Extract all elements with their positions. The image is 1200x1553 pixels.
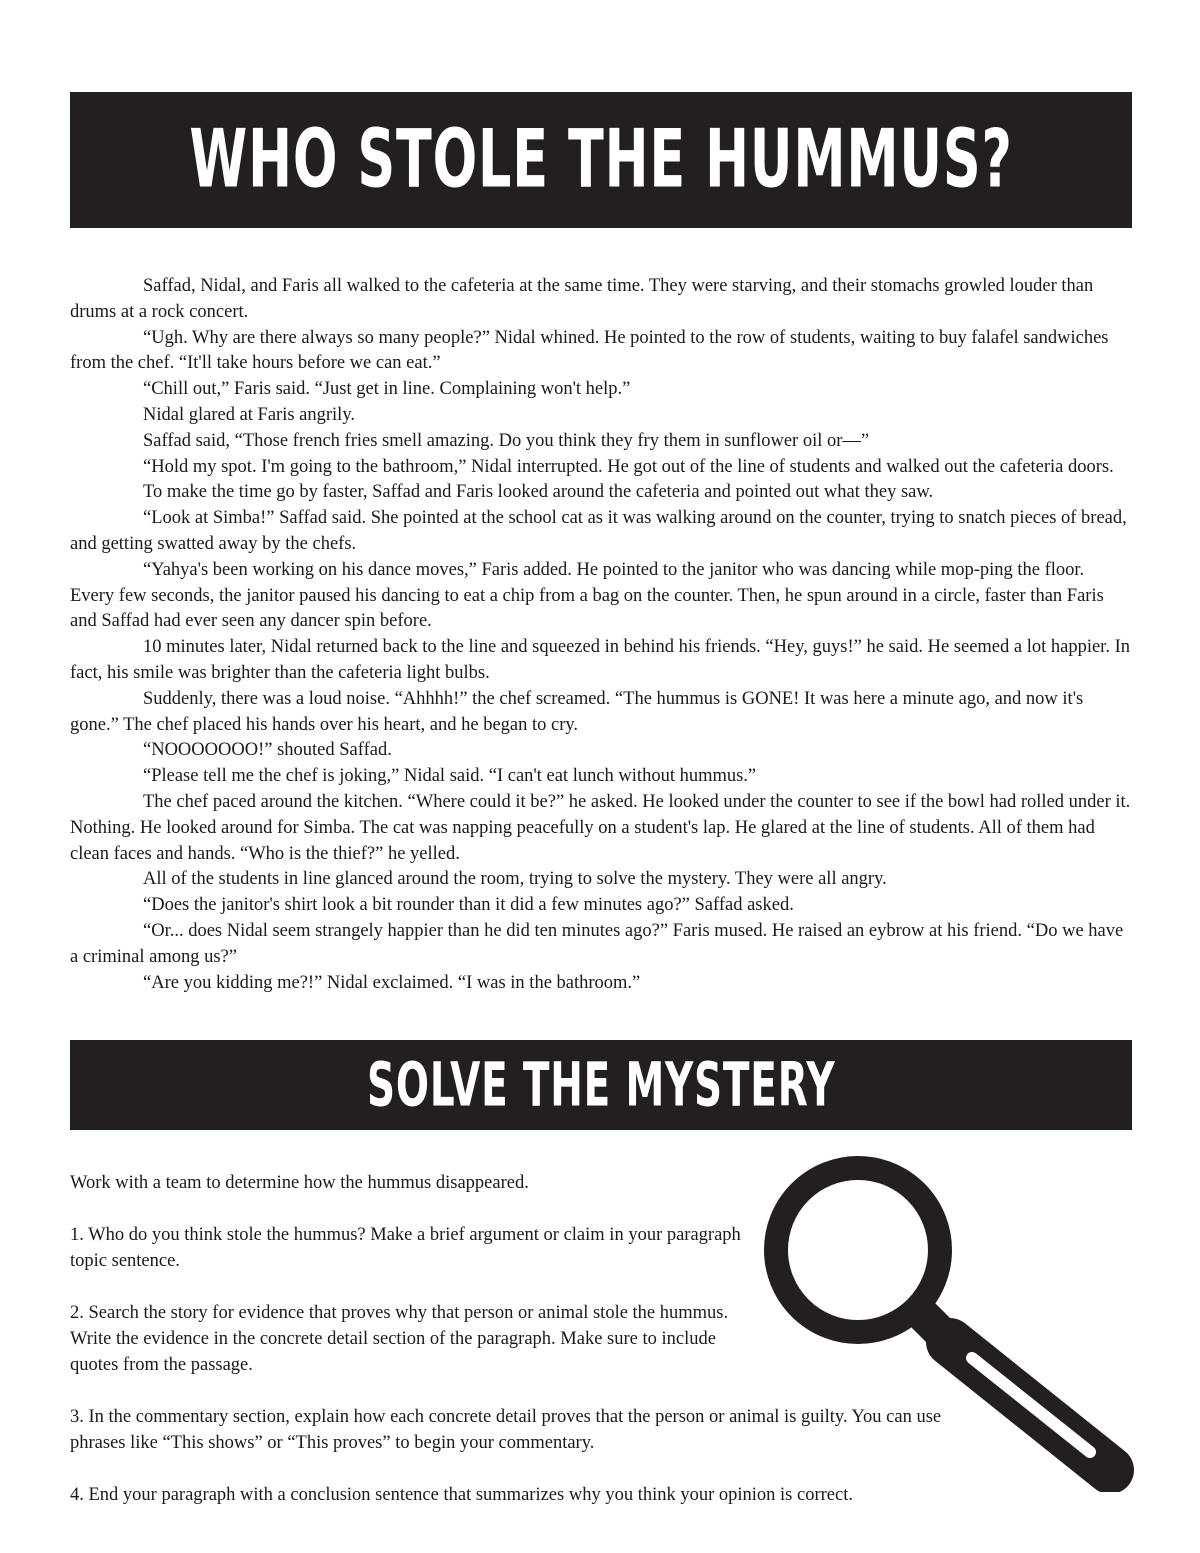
story-paragraph: “Please tell me the chef is joking,” Nidal said. “I can't eat lunch without hummus.” bbox=[143, 766, 757, 787]
story-paragraph: Saffad said, “Those french fries smell amazing. Do you think they fry them in sunflower oil or—” bbox=[143, 430, 870, 451]
story-paragraph: “Look at Simba!” Saffad said. She pointed at the school cat as it was walking around on the counter, trying to snatch pieces of bread, and getting swatted away by the chefs. bbox=[70, 508, 1127, 554]
story-paragraph: The chef paced around the kitchen. “Where could it be?” he asked. He looked under the counter to see if the bowl had rolled under it. Nothing. He looked around for Simba. The cat was napping peacefully on a student's lap. He glared at the line of students. All of them had clean faces and hands. “Who is the thief?” he yelled. bbox=[70, 791, 1131, 864]
story-paragraph: To make the time go by faster, Saffad and Faris looked around the cafeteria and pointed out what they saw. bbox=[143, 482, 934, 503]
instruction-step: 3. In the commentary section, explain how each concrete detail proves that the person or animal is guilty. You can use phrases like “This shows” or “This proves” to begin your commentary. bbox=[70, 1407, 942, 1453]
story-text bbox=[70, 274, 1132, 996]
story-paragraph: “Ugh. Why are there always so many people?” Nidal whined. He pointed to the row of students, waiting to buy falafel sandwiches from the chef. “It'll take hours before we can eat.” bbox=[70, 327, 1109, 374]
story-paragraph: “Chill out,” Faris said. “Just get in line. Complaining won't help.” bbox=[143, 379, 631, 400]
story-paragraph: Saffad, Nidal, and Faris all walked to the cafeteria at the same time. They were starving, and their stomachs growled louder than drums at a rock concert. bbox=[70, 276, 1094, 322]
story-paragraph: “Does the janitor's shirt look a bit rounder than it did a few minutes ago?” Saffad asked. bbox=[143, 895, 794, 916]
story-paragraph: All of the students in line glanced around the room, trying to solve the mystery. They were all angry. bbox=[143, 869, 887, 890]
section-banner bbox=[70, 1040, 1132, 1130]
lens-ring bbox=[776, 1168, 940, 1332]
story-paragraph: “Hold my spot. I'm going to the bathroom,” Nidal interrupted. He got out of the line of students and walked out the cafeteria doors. bbox=[143, 456, 1114, 477]
page-title: WHO STOLE THE HUMMUS? bbox=[189, 113, 1013, 207]
story-paragraph: Suddenly, there was a loud noise. “Ahhhh!” the chef screamed. “The hummus is GONE! It was here a minute ago, and now it's gone.” The chef placed his hands over his heart, and he began to cry. bbox=[70, 688, 1084, 735]
instruction-step: 4. End your paragraph with a conclusion sentence that summarizes why you think your opinion is correct. bbox=[70, 1485, 853, 1505]
magnifying-glass-icon bbox=[760, 1152, 1160, 1492]
instruction-step: 1. Who do you think stole the hummus? Make a brief argument or claim in your paragraph topic sentence. bbox=[70, 1225, 741, 1271]
story-paragraph: “NOOOOOOO!” shouted Saffad. bbox=[143, 740, 392, 761]
instructions-intro: Work with a team to determine how the hummus disappeared. bbox=[70, 1173, 529, 1193]
section-title: SOLVE THE MYSTERY bbox=[366, 1049, 836, 1121]
story-paragraph: “Yahya's been working on his dance moves,” Faris added. He pointed to the janitor who was dancing while mop-ping the floor. Every few seconds, the janitor paused his dancing to eat a chip from a bag on the counter. Then, he spun around in a circle, faster than Faris and Saffad had ever seen any dancer spin before. bbox=[70, 559, 1104, 632]
instruction-step: 2. Search the story for evidence that proves why that person or animal stole the hummus. Write the evidence in the concrete detail section of the paragraph. Make sure to include quotes from the passage. bbox=[70, 1303, 729, 1375]
story-paragraph: “Are you kidding me?!” Nidal exclaimed. “I was in the bathroom.” bbox=[143, 972, 641, 993]
story-paragraph: “Or... does Nidal seem strangely happier than he did ten minutes ago?” Faris mused. He raised an eybrow at his friend. “Do we have a criminal among us?” bbox=[70, 920, 1124, 967]
story-paragraph: 10 minutes later, Nidal returned back to the line and squeezed in behind his friends. “Hey, guys!” he said. He seemed a lot happier. In fact, his smile was brighter than the cafeteria light bulbs. bbox=[70, 637, 1130, 683]
story-paragraph: Nidal glared at Faris angrily. bbox=[143, 404, 356, 425]
handle-highlight bbox=[972, 1358, 1090, 1452]
title-banner bbox=[70, 92, 1132, 228]
